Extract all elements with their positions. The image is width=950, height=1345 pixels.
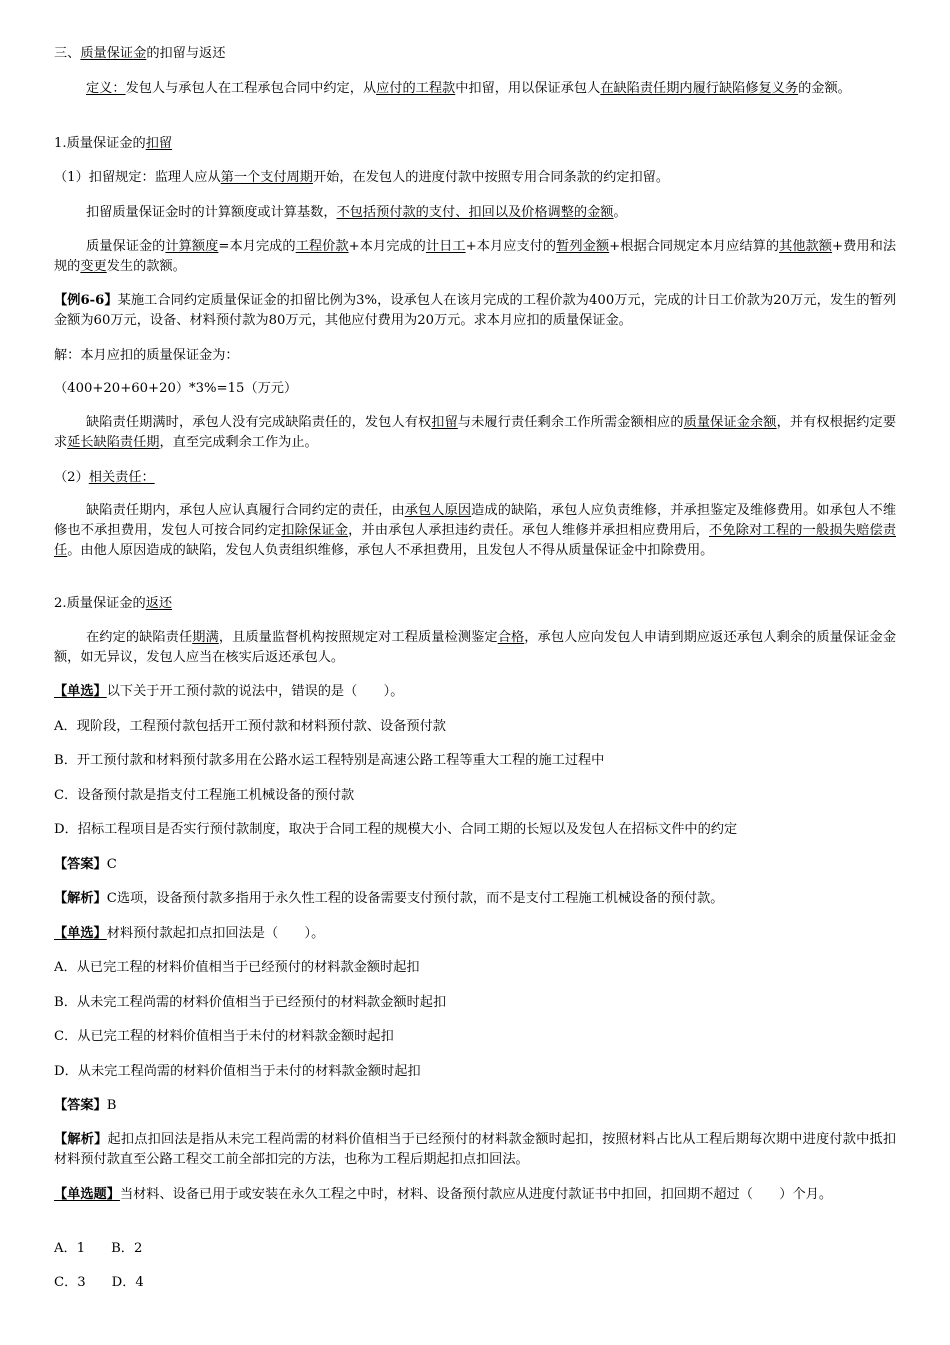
question-1-option-d: D．招标工程项目是否实行预付款制度，取决于合同工程的规模大小、合同工期的长短以及发包人在招标文件中的约定 <box>54 822 738 837</box>
question-1-answer: 【答案】C <box>54 857 117 872</box>
section-3-title: 三、质量保证金的扣留与返还 <box>54 46 226 61</box>
question-3-options-cd <box>54 1273 144 1293</box>
example-6-6: 【例6-6】某施工合同约定质量保证金的扣留比例为3%，设承包人在该月完成的工程价款为400万元，完成的计日工价款为20万元，发生的暂列金额为60万元，设备、材料预付款为80万元，其他应付费用为20万元。求本月应扣的质量保证金。 <box>54 293 897 328</box>
question-1-explanation: 【解析】C选项，设备预付款多指用于永久性工程的设备需要支付预付款，而不是支付工程施工机械设备的预付款。 <box>54 891 724 906</box>
question-1-option-a: A．现阶段，工程预付款包括开工预付款和材料预付款、设备预付款 <box>54 719 446 734</box>
defect-period-paragraph: 缺陷责任期满时，承包人没有完成缺陷责任的，发包人有权扣留与未履行责任剩余工作所需金额相应的质量保证金余额，并有权根据约定要求延长缺陷责任期，直至完成剩余工作为止。 <box>54 415 897 450</box>
retention-rule: （1）扣留规定：监理人应从第一个支付周期开始，在发包人的进度付款中按照专用合同条款的约定扣留。 <box>54 170 670 185</box>
question-3-option-b: B．2 <box>111 1241 143 1256</box>
calculation-formula: 质量保证金的计算额度=本月完成的工程价款+本月完成的计日工+本月应支付的暂列金额+根据合同规定本月应结算的其他款额+费用和法规的变更发生的款额。 <box>54 239 897 274</box>
question-2-answer: 【答案】B <box>54 1098 117 1113</box>
question-2-option-b: B．从未完工程尚需的材料价值相当于已经预付的材料款金额时起扣 <box>54 995 447 1010</box>
question-2-option-d: D．从未完工程尚需的材料价值相当于未付的材料款金额时起扣 <box>54 1064 421 1079</box>
question-1-option-c: C．设备预付款是指支付工程施工机械设备的预付款 <box>54 788 355 803</box>
solution-line-1: 解：本月应扣的质量保证金为： <box>54 348 239 363</box>
question-2-explanation: 【解析】起扣点扣回法是指从未完工程尚需的材料价值相当于已经预付的材料款金额时起扣，按照材料占比从工程后期每次期中进度付款中抵扣材料预付款直至公路工程交工前全部扣完的方法，也称为工程后期起扣点扣回法。 <box>54 1132 897 1167</box>
responsibility-paragraph: 缺陷责任期内，承包人应认真履行合同约定的责任，由承包人原因造成的缺陷，承包人应负责维修，并承担鉴定及维修费用。如承包人不维修也不承担费用，发包人可按合同约定扣除保证金，并由承包人承担违约责任。承包人维修并承担相应费用后，不免除对工程的一般损失赔偿责任。由他人原因造成的缺陷，发包人负责组织维修，承包人不承担费用，且发包人不得从质量保证金中扣除费用。 <box>54 503 897 558</box>
question-3-option-c: C．3 <box>54 1275 86 1290</box>
solution-line-2: （400+20+60+20）*3%=15（万元） <box>54 381 298 396</box>
question-3-options-ab <box>54 1239 142 1259</box>
heading-retention: 1.质量保证金的扣留 <box>54 136 173 151</box>
question-3-option-d: D．4 <box>111 1275 144 1290</box>
definition-paragraph: 定义：发包人与承包人在工程承包合同中约定，从应付的工程款中扣留，用以保证承包人在缺陷责任期内履行缺陷修复义务的金额。 <box>86 81 851 96</box>
question-1-option-b: B．开工预付款和材料预付款多用在公路水运工程特别是高速公路工程等重大工程的施工过程中 <box>54 753 605 768</box>
calculation-base: 扣留质量保证金时的计算额度或计算基数，不包括预付款的支付、扣回以及价格调整的金额。 <box>86 205 627 220</box>
question-2-stem: 【单选】材料预付款起扣点扣回法是（ ）。 <box>54 926 325 941</box>
question-2-option-a: A．从已完工程的材料价值相当于已经预付的材料款金额时起扣 <box>54 960 420 975</box>
responsibility-heading: （2）相关责任： <box>54 470 155 485</box>
question-3-stem: 【单选题】当材料、设备已用于或安装在永久工程之中时，材料、设备预付款应从进度付款证书中扣回，扣回期不超过（ ）个月。 <box>54 1187 833 1202</box>
question-2-option-c: C．从已完工程的材料价值相当于未付的材料款金额时起扣 <box>54 1029 394 1044</box>
return-paragraph: 在约定的缺陷责任期满，且质量监督机构按照规定对工程质量检测鉴定合格，承包人应向发包人申请到期应返还承包人剩余的质量保证金金额，如无异议，发包人应当在核实后返还承包人。 <box>54 630 897 665</box>
question-3-option-a: A．1 <box>54 1241 86 1256</box>
heading-return: 2.质量保证金的返还 <box>54 596 173 611</box>
question-1-stem: 【单选】以下关于开工预付款的说法中，错误的是（ ）。 <box>54 684 404 699</box>
